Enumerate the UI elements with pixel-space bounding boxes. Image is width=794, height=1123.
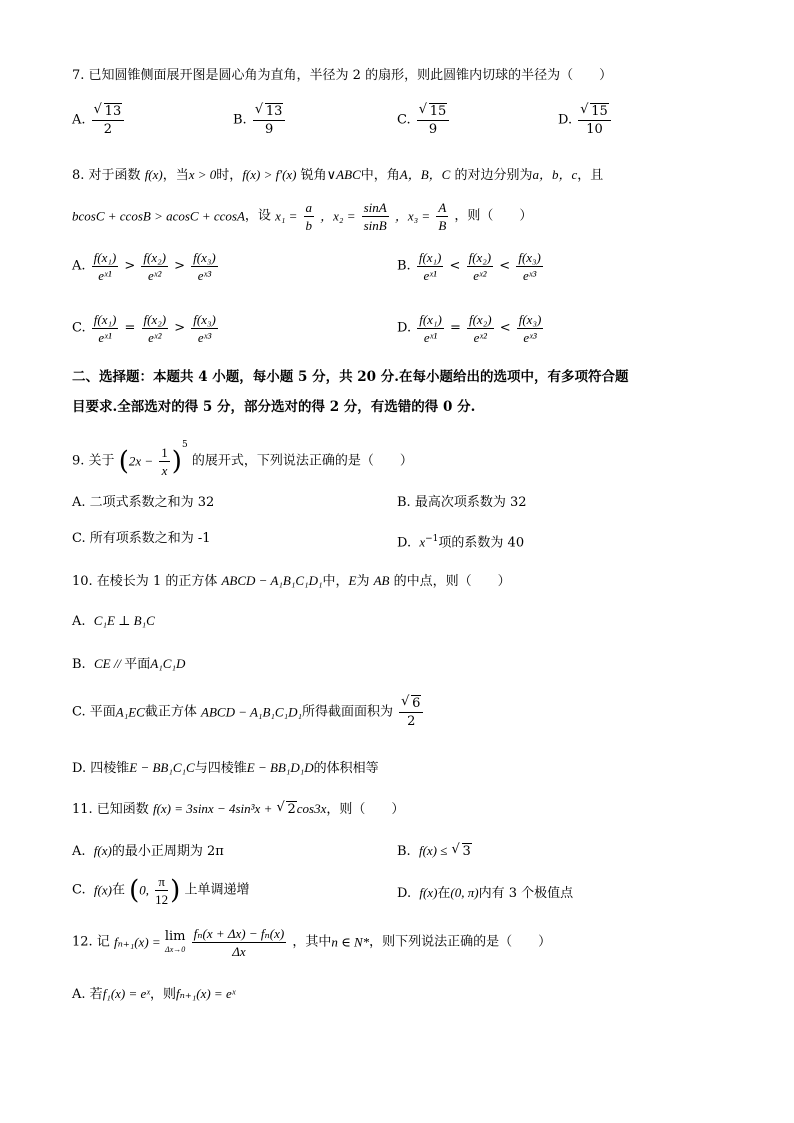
q7-option-d-label: D. — [558, 112, 573, 128]
q10-option-c-fraction: √ 6 2 — [399, 696, 423, 729]
q7-option-d-fraction: √ 15 10 — [578, 104, 611, 137]
q11-option-c-fraction: $\frac{\pi}{12}$ — [155, 874, 169, 907]
q7-stem — [72, 67, 612, 85]
q9-fraction: $\frac{1}{x}$ — [161, 445, 168, 478]
q9-option-a: A. 二项式系数之和为 32 — [72, 495, 215, 510]
q7-option-a-fraction: √ 13 2 — [92, 104, 125, 137]
q11-option-c: C. f(x)在 (0, $\frac{\pi}{12}$ ) 上单调递增 — [72, 874, 250, 907]
q10-option-d: D. 四棱锥E − BB₁C₁C与四棱锥E − BB₁D₁D的体积相等 — [72, 760, 379, 776]
q7-option-a-label: A. — [72, 112, 86, 128]
q11-stem: 11. 已知函数 f(x) = 3sinx − 4sin³x + √ 2cos3x，则（ ） — [72, 800, 405, 817]
q7-option-b-fraction: √ 13 9 — [253, 104, 286, 137]
q9-option-c: C. 所有项系数之和为 -1 — [72, 531, 211, 546]
q8-x3-fraction: $\frac{A}{B}$ — [438, 200, 447, 233]
section2-heading-line2: 目要求.全部选对的得 5 分，部分选对的得 2 分，有选错的得 0 分. — [72, 399, 476, 415]
q7-option-b-label: B. — [233, 112, 247, 128]
q7-option-c — [397, 104, 451, 144]
q11-option-d: D. f(x)在(0, π)内有 3 个极值点 — [397, 885, 574, 901]
q11-option-a: A. f(x)的最小正周期为 2π — [72, 843, 224, 859]
q7-option-a — [72, 104, 126, 144]
q11-option-b: B. f(x) ≤ √ 3 — [397, 842, 471, 859]
section2-heading-line1: 二、选择题：本题共 4 小题，每小题 5 分，共 20 分.在每小题给出的选项中，有多项符合题 — [72, 369, 629, 385]
q12-option-a: A. 若f₁(x) = eˣ，则fₙ₊₁(x) = eˣ — [72, 986, 236, 1002]
q8-x1-fraction: $\frac{a}{b}$ — [305, 200, 313, 233]
q8-option-c: C. $\frac{\text{f(x₁)}}{\text{eˣ¹}}$ = $\frac{\text{f(x₂)}}{\text{eˣ²}}$ > $\frac{\text{f(x₃)}}{\text{eˣ³}}$ — [72, 312, 216, 345]
q7-option-c-label: C. — [397, 112, 411, 128]
q8-x2-fraction: $\frac{\sin A}{\sin B}$ — [363, 200, 387, 233]
q7-stem-text: 7. 已知圆锥侧面展开图是圆心角为直角，半径为 2 的扇形，则此圆锥内切球的半径为（ ） — [72, 68, 613, 83]
q8-option-a: A. $\frac{\text{f(x₁)}}{\text{eˣ¹}}$ > $\frac{\text{f(x₂)}}{\text{eˣ²}}$ > $\frac{\text{f(x₃)}}{\text{eˣ³}}$ — [72, 250, 216, 283]
q12-fraction: $\frac{\text{fₙ(x + Δx) − fₙ(x)}}{\Delta x}$ — [193, 926, 285, 959]
q12-limit: lim Δx→0 — [164, 928, 186, 954]
q9-option-d: D. $x^{-1}$项的系数为 40 — [397, 534, 525, 551]
q10-option-c: C. 平面A₁EC截正方体 ABCD − A₁B₁C₁D₁所得截面面积为 √ 6 2 — [72, 696, 425, 738]
q9-option-b: B. 最高次项系数为 32 — [397, 495, 527, 510]
q8-stem-line1: 8. 对于函数 f(x)，当x > 0时，f(x) > f′(x) 锐角∨ABC中，角A，B，C 的对边分别为a，b，c，且 — [72, 167, 604, 183]
q12-stem: 12. 记 fₙ₊₁(x) = lim Δx→0 $\frac{\text{fₙ(x + Δx) − fₙ(x)}}{\Delta x}$ ，其中n ∈ N*，则下列说法正确的是（ ） — [72, 926, 552, 959]
q10-stem: 10. 在棱长为 1 的正方体 ABCD − A₁B₁C₁D₁中，E为 AB 的中点，则（ ） — [72, 573, 511, 589]
q8-option-b: B. $\frac{\text{f(x₁)}}{\text{eˣ¹}}$ < $\frac{\text{f(x₂)}}{\text{eˣ²}}$ < $\frac{\text{f(x₃)}}{\text{eˣ³}}$ — [397, 250, 541, 283]
q7-option-b — [233, 104, 287, 144]
q10-option-a: A. C₁E ⊥ B₁C — [72, 613, 155, 629]
q9-stem: 9. 关于 (2x − $\frac{1}{x}$ )$^5$ 的展开式，下列说法正确的是（ ） — [72, 440, 413, 478]
q10-option-b: B. CE // 平面A₁C₁D — [72, 656, 186, 672]
q7-option-c-fraction: √ 15 9 — [417, 104, 450, 137]
q8-option-d: D. $\frac{\text{f(x₁)}}{\text{eˣ¹}}$ = $\frac{\text{f(x₂)}}{\text{eˣ²}}$ < $\frac{\text{f(x₃)}}{\text{eˣ³}}$ — [397, 312, 542, 345]
q8-stem-line2: bcosC + ccosB > acosC + ccosA，设 x₁ = $\frac{a}{b}$ ，x₂ = $\frac{\sin A}{\sin B}$ ，x₃ = $\frac{A}{B}$ ，则（ ） — [72, 200, 533, 233]
q7-option-d — [558, 104, 613, 144]
